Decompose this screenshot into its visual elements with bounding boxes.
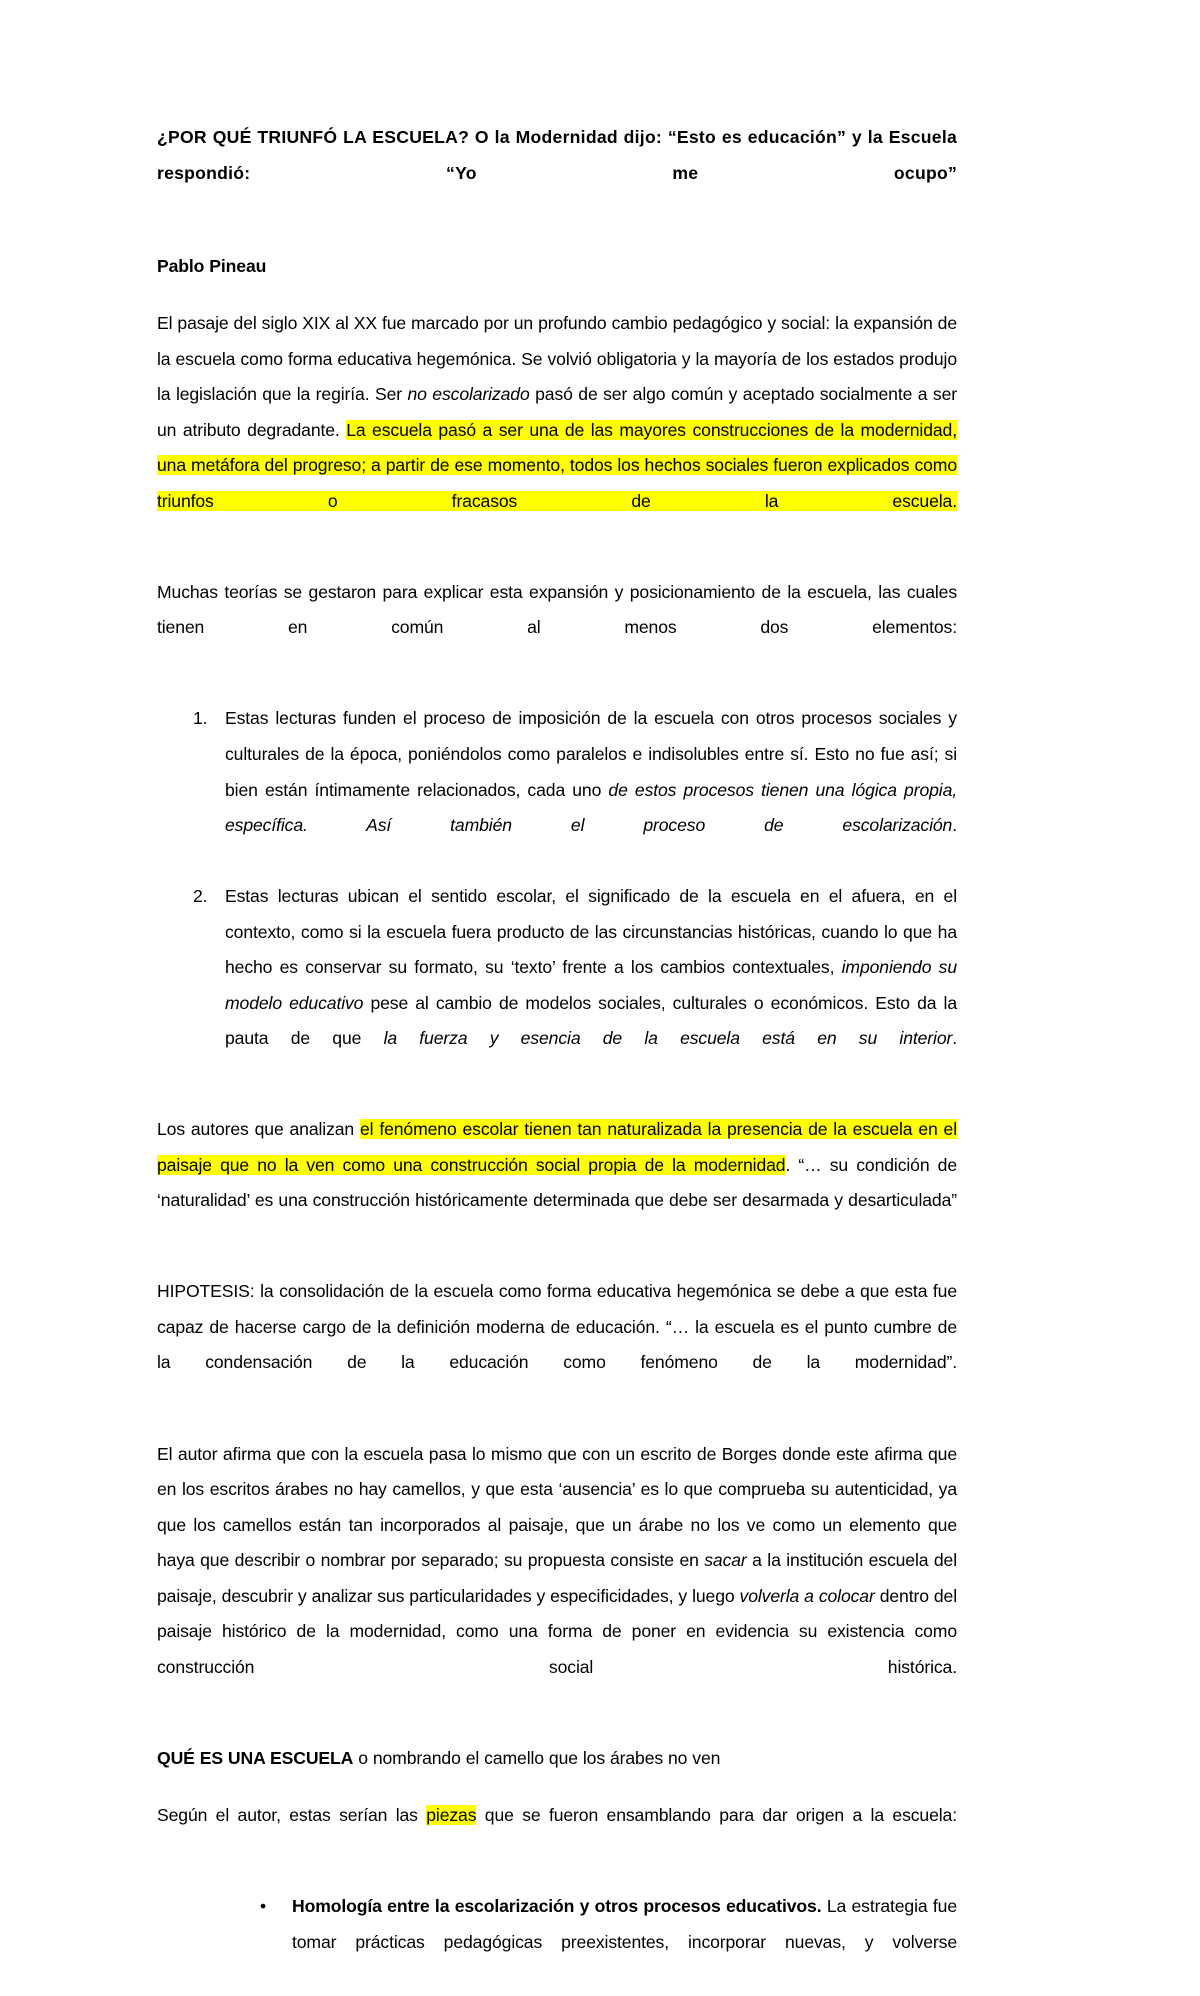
numbered-item-1-text-a: Estas lecturas funden el proceso de imposición de la escuela con otros procesos sociales y culturales de la época, poniéndolos como paralelos e indisolubles entre sí. Esto no fue así; si bien están íntimamente relacionados, cada uno [225,708,957,800]
paragraph-3-highlight: el fenómeno escolar tienen tan naturalizada la presencia de la escuela en el paisaje que no la ven como una construcción social propia de la modernidad [157,1119,958,1175]
paragraph-1-highlight: La escuela pasó a ser una de las mayores construcciones de la modernidad, una metáfora del progreso; a partir de ese momento, todos los hechos sociales fueron explicados como triunfos o fracasos de la escuela. [157,419,957,511]
paragraph-1-text-b: pasó de ser algo común y aceptado socialmente a ser un atributo degradante. [157,384,958,440]
document-title [157,120,957,227]
document-author: Pablo Pineau [157,255,267,276]
paragraph-3 [157,1112,957,1254]
paragraph-6-text-b: que se fueron ensamblando para dar origen a la escuela: [476,1805,957,1826]
bullet-list [157,1889,957,1996]
paragraph-2: Muchas teorías se gestaron para explicar esta expansión y posicionamiento de la escuela, las cuales tienen en común al menos dos elementos: [157,581,957,638]
paragraph-5-text-c: dentro del paisaje histórico de la modernidad, como una forma de poner en evidencia su existencia como construcción social histórica. [157,1585,957,1677]
section-heading-bold: QUÉ ES UNA ESCUELA [157,1747,354,1768]
numbered-item-1 [225,701,957,879]
document-body [157,120,957,1996]
numbered-item-2-text-c: . [952,1028,958,1049]
numbered-item-2-text-b: pese al cambio de modelos sociales, culturales o económicos. Esto da la pauta de que [225,992,957,1049]
section-heading-rest: o nombrando el camello que los árabes no ven [353,1747,721,1768]
paragraph-1-italic-1: no escolarizado [407,384,530,405]
section-heading [157,1741,957,1777]
paragraph-3-text-b: . “… su condición de ‘naturalidad’ es una construcción históricamente determinada que debe ser desarmada y desarticulada” [157,1154,957,1211]
numbered-item-2-italic-1: imponiendo su modelo educativo [225,957,957,1013]
list-item [157,879,957,1092]
bullet-item-1-bold: Homología entre la escolarización y otros procesos educativos. [292,1896,822,1917]
numbered-list [157,701,957,1092]
document-title-line2: respondió: “Yo me ocupo” [157,162,957,183]
numbered-item-2 [225,879,957,1092]
paragraph-5-text-a: El autor afirma que con la escuela pasa lo mismo que con un escrito de Borges donde este afirma que en los escritos árabes no hay camellos, y que esta ‘ausencia’ es lo que comprueba su autenticidad, ya que los camellos están tan incorporados al paisaje, que un árabe no los ve como un elemento que haya que describir o nombrar por separado; su propuesta consiste en [157,1443,957,1571]
paragraph-6 [157,1798,957,1869]
paragraph-1-text-a: El pasaje del siglo XIX al XX fue marcado por un profundo cambio pedagógico y social: la expansión de la escuela como forma educativa hegemónica. Se volvió obligatoria y la mayoría de los estados produjo la legislación que la regiría. Ser [157,313,957,405]
bullet-item-1 [292,1889,957,1996]
numbered-item-2-italic-2: la fuerza y esencia de la escuela está en su interior [383,1028,953,1049]
list-item [157,1889,957,1996]
paragraph-3-text-a: Los autores que analizan [157,1119,360,1140]
numbered-item-2-text-a: Estas lecturas ubican el sentido escolar, el significado de la escuela en el afuera, en el contexto, como si la escuela fuera producto de las circunstancias históricas, cuando lo que ha hecho es conservar su formato, su ‘texto’ frente a los cambios contextuales, [225,886,957,978]
document-title-line1: ¿POR QUÉ TRIUNFÓ LA ESCUELA? O la Modernidad dijo: “Esto es educación” y la Escuela [157,127,957,147]
paragraph-6-highlight: piezas [426,1805,477,1826]
numbered-item-1-text-b: . [952,815,957,836]
paragraph-5-text-b: a la institución escuela del paisaje, descubrir y analizar sus particularidades y especificidades, y luego [157,1550,957,1606]
paragraph-5-italic-1: sacar [704,1550,747,1571]
bullet-item-1-rest: La estrategia fue tomar prácticas pedagógicas preexistentes, incorporar nuevas, y volverse [292,1896,957,1952]
list-item [157,701,957,879]
numbered-item-1-italic-1: de estos procesos tienen una lógica propia, específica. Así también el proceso de escolarización [225,779,957,836]
paragraph-5-italic-2: volverla a colocar [739,1585,875,1606]
paragraph-4-hypothesis: HIPOTESIS: la consolidación de la escuela como forma educativa hegemónica se debe a que esta fue capaz de hacerse cargo de la definición moderna de educación. “… la escuela es el punto cumbre de la condensación de la educación como fenómeno de la modernidad”. [157,1281,957,1373]
paragraph-1 [157,306,957,555]
paragraph-5 [157,1437,957,1721]
paragraph-6-text-a: Según el autor, estas serían las [157,1805,427,1826]
